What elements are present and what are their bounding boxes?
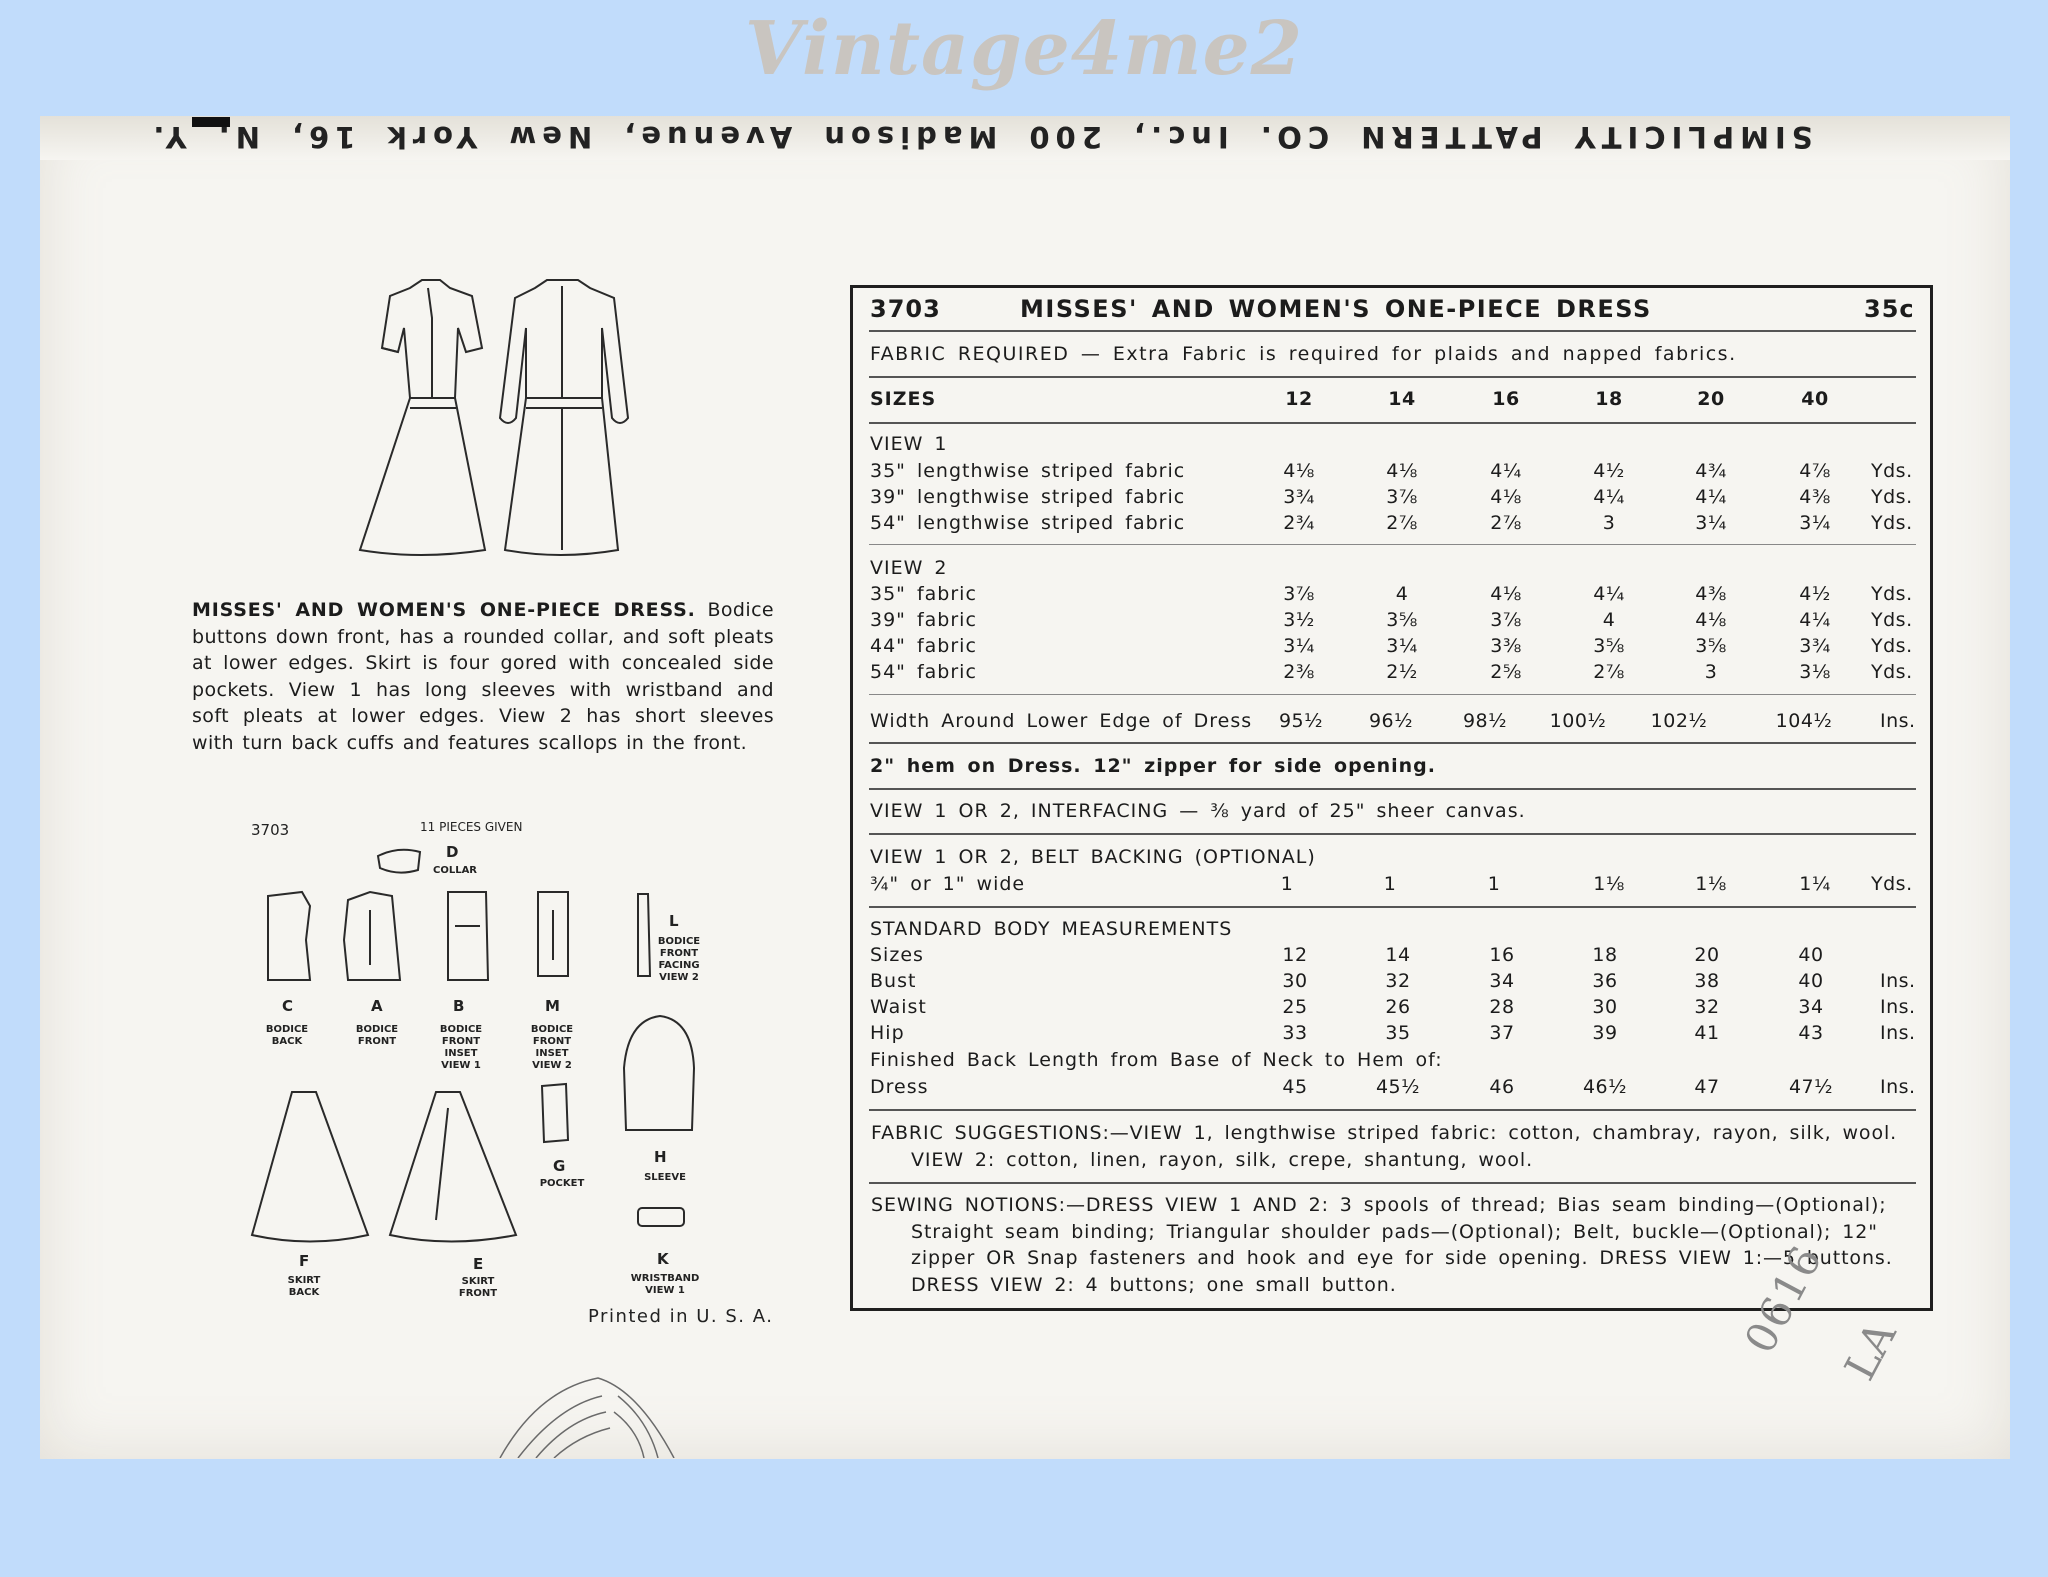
view1-value: 3 — [1602, 512, 1616, 534]
dress-value: 46½ — [1582, 1076, 1628, 1098]
width-value: 98½ — [1462, 710, 1508, 732]
divider — [869, 1109, 1916, 1111]
table-price: 35c — [1864, 295, 1915, 323]
measure-row-name: Waist — [870, 996, 927, 1018]
view2-value: 2⅜ — [1283, 661, 1315, 683]
piece-a-bodice-front — [344, 892, 400, 980]
dress-value: 45½ — [1375, 1076, 1421, 1098]
size-header: 20 — [1697, 388, 1725, 410]
view2-value: 3¾ — [1799, 635, 1831, 657]
piece-f-skirt-back — [252, 1092, 368, 1242]
measure-value: 30 — [1592, 996, 1618, 1018]
piece-letter-m: M — [545, 997, 560, 1015]
width-value: 95½ — [1278, 710, 1324, 732]
view2-value: 4¼ — [1593, 583, 1625, 605]
fabric-suggestions-line-2: VIEW 2: cotton, linen, rayon, silk, crepe, shantung, wool. — [911, 1148, 1534, 1171]
view1-value: 4⅛ — [1490, 486, 1522, 508]
width-value: 100½ — [1549, 710, 1607, 732]
view2-value: 3⅝ — [1386, 609, 1418, 631]
view1-value: 4½ — [1593, 460, 1625, 482]
view2-row-name: 39" fabric — [870, 609, 977, 631]
view2-value: 3¼ — [1283, 635, 1315, 657]
divider — [869, 788, 1916, 790]
watermark: Vintage4me2 — [744, 6, 1304, 92]
view1-row-name: 35" lengthwise striped fabric — [870, 460, 1186, 482]
divider — [869, 906, 1916, 908]
piece-c-bodice-back — [268, 892, 310, 980]
view1-value: 2⅞ — [1490, 512, 1522, 534]
view1-value: 3¼ — [1799, 512, 1831, 534]
piece-letter-g: G — [553, 1157, 566, 1175]
piece-label-l: BODICE FRONT FACING VIEW 2 — [657, 936, 701, 983]
unit-yds: Yds. — [1871, 635, 1913, 657]
measure-value: 41 — [1694, 1022, 1720, 1044]
view1-row-name: 39" lengthwise striped fabric — [870, 486, 1186, 508]
view2-value: 3⅛ — [1799, 661, 1831, 683]
belt-row-name: ¾" or 1" wide — [870, 873, 1026, 895]
publisher-line: SIMPLICITY PATTERN CO. Inc., 200 Madison Avenue, New York 16, N. Y. — [147, 120, 1813, 154]
unit-ins: Ins. — [1880, 1022, 1916, 1044]
piece-letter-l: L — [669, 912, 679, 930]
unit-yds: Yds. — [1871, 460, 1913, 482]
divider — [869, 544, 1916, 545]
divider — [869, 1182, 1916, 1184]
description-body: Bodice buttons down front, has a rounded collar, and soft pleats at lower edges. Skirt is four gored with concealed side pockets. View 1 has long sleeves with wristband and soft pleats at lower edges. View 2 has short sleeves with turn back cuffs and features scallops in the front. — [192, 599, 774, 754]
belt-label: VIEW 1 OR 2, BELT BACKING (OPTIONAL) — [870, 846, 1316, 868]
view1-value: 3¼ — [1695, 512, 1727, 534]
measure-value: 28 — [1489, 996, 1515, 1018]
size-header: 18 — [1595, 388, 1623, 410]
view1-value: 4⅛ — [1386, 460, 1418, 482]
view2-value: 3 — [1704, 661, 1718, 683]
description-title: MISSES' AND WOMEN'S ONE-PIECE DRESS. — [192, 599, 696, 621]
belt-value: 1⅛ — [1593, 873, 1625, 895]
measure-value: 18 — [1592, 944, 1618, 966]
piece-label-e: SKIRT FRONT — [458, 1276, 498, 1299]
piece-k-wristband — [638, 1208, 684, 1226]
dress-view-1-drawing — [500, 280, 628, 555]
measure-value: 12 — [1282, 944, 1308, 966]
dress-value: 47 — [1694, 1076, 1720, 1098]
table-title: MISSES' AND WOMEN'S ONE-PIECE DRESS — [1020, 295, 1652, 323]
piece-label-c: BODICE BACK — [265, 1024, 309, 1047]
measure-value: 34 — [1489, 970, 1515, 992]
size-header: 14 — [1388, 388, 1416, 410]
measure-value: 36 — [1592, 970, 1618, 992]
belt-value: 1 — [1487, 873, 1501, 895]
belt-value: 1 — [1280, 873, 1294, 895]
sewing-notions-line-3: zipper OR Snap fasteners and hook and eye for side opening. DRESS VIEW 1:—5 buttons. — [911, 1247, 1893, 1269]
view2-value: 3¼ — [1386, 635, 1418, 657]
view2-value: 2⅝ — [1490, 661, 1522, 683]
divider — [869, 694, 1916, 695]
view2-value: 3⅝ — [1593, 635, 1625, 657]
unit-ins: Ins. — [1880, 710, 1916, 732]
measure-value: 30 — [1282, 970, 1308, 992]
dress-value: 47½ — [1788, 1076, 1834, 1098]
view2-value: 4¼ — [1799, 609, 1831, 631]
belt-value: 1⅛ — [1695, 873, 1727, 895]
view2-value: 4⅜ — [1695, 583, 1727, 605]
measure-row-name: Sizes — [870, 944, 924, 966]
dress-value: 46 — [1489, 1076, 1515, 1098]
measure-value: 32 — [1385, 970, 1411, 992]
piece-label-k: WRISTBAND VIEW 1 — [630, 1273, 700, 1296]
view1-value: 3⅞ — [1386, 486, 1418, 508]
piece-e-skirt-front — [390, 1092, 516, 1242]
measure-value: 26 — [1385, 996, 1411, 1018]
view2-value: 2⅞ — [1593, 661, 1625, 683]
view1-value: 2¾ — [1283, 512, 1315, 534]
dress-illustrations — [340, 268, 640, 568]
divider — [869, 833, 1916, 835]
view2-value: 2½ — [1386, 661, 1418, 683]
sewing-notions-line-4: DRESS VIEW 2: 4 buttons; one small button. — [911, 1273, 1397, 1296]
measure-value: 37 — [1489, 1022, 1515, 1044]
view1-value: 4¾ — [1695, 460, 1727, 482]
view2-row-name: 35" fabric — [870, 583, 977, 605]
belt-value: 1 — [1383, 873, 1397, 895]
piece-letter-f: F — [299, 1252, 310, 1270]
measure-row-name: Bust — [870, 970, 917, 992]
piece-label-b: BODICE FRONT INSET VIEW 1 — [439, 1024, 483, 1071]
view2-value: 3⅜ — [1490, 635, 1522, 657]
unit-yds: Yds. — [1871, 661, 1913, 683]
view2-row-name: 54" fabric — [870, 661, 977, 683]
view2-value: 3⅞ — [1490, 609, 1522, 631]
piece-label-d: COLLAR — [432, 865, 478, 876]
belt-value: 1¼ — [1799, 873, 1831, 895]
piece-h-sleeve — [624, 1016, 694, 1130]
piece-b-bodice-inset-v1 — [448, 892, 488, 980]
divider — [869, 330, 1916, 332]
piece-letter-h: H — [654, 1148, 667, 1166]
view1-value: 4¼ — [1593, 486, 1625, 508]
unit-ins: Ins. — [1880, 1076, 1916, 1098]
piece-letter-c: C — [282, 997, 294, 1015]
view1-value: 4¼ — [1490, 460, 1522, 482]
piece-label-h: SLEEVE — [644, 1172, 686, 1183]
divider — [869, 742, 1916, 744]
fabric-suggestions — [871, 1120, 1921, 1173]
piece-label-m: BODICE FRONT INSET VIEW 2 — [530, 1024, 574, 1071]
hem-note: 2" hem on Dress. 12" zipper for side opening. — [870, 755, 1436, 777]
measurements-label: STANDARD BODY MEASUREMENTS — [870, 918, 1233, 940]
unit-yds: Yds. — [1871, 609, 1913, 631]
measure-value: 14 — [1385, 944, 1411, 966]
dress-row-name: Dress — [870, 1076, 929, 1098]
stripe-sketch — [498, 1370, 678, 1458]
view1-value: 4⅜ — [1799, 486, 1831, 508]
piece-letter-a: A — [371, 997, 383, 1015]
view1-value: 2⅞ — [1386, 512, 1418, 534]
piece-letter-e: E — [473, 1255, 484, 1273]
unit-ins: Ins. — [1880, 996, 1916, 1018]
view2-row-name: 44" fabric — [870, 635, 977, 657]
piece-d-collar — [378, 850, 420, 873]
piece-letter-d: D — [446, 843, 459, 861]
unit-ins: Ins. — [1880, 970, 1916, 992]
measure-value: 16 — [1489, 944, 1515, 966]
divider — [869, 422, 1916, 424]
view1-row-name: 54" lengthwise striped fabric — [870, 512, 1186, 534]
divider — [869, 376, 1916, 378]
width-value: 104½ — [1775, 710, 1833, 732]
sewing-notions-line-2: Straight seam binding; Triangular shoulder pads—(Optional); Belt, buckle—(Optional); 12" — [911, 1220, 1878, 1243]
view2-value: 4⅛ — [1490, 583, 1522, 605]
pattern-description — [192, 597, 774, 756]
back-length-label: Finished Back Length from Base of Neck to Hem of: — [870, 1049, 1443, 1071]
dress-value: 45 — [1282, 1076, 1308, 1098]
sewing-notions-line-1: SEWING NOTIONS:—DRESS VIEW 1 AND 2: 3 spools of thread; Bias seam binding—(Optional); — [871, 1194, 1887, 1216]
size-header: 16 — [1492, 388, 1520, 410]
view2-value: 4 — [1602, 609, 1616, 631]
width-value: 102½ — [1650, 710, 1708, 732]
width-row-name: Width Around Lower Edge of Dress — [870, 710, 1253, 732]
unit-yds: Yds. — [1871, 583, 1913, 605]
view2-value: 4 — [1395, 583, 1409, 605]
measure-value: 25 — [1282, 996, 1308, 1018]
pieces-count: 11 PIECES GIVEN — [420, 820, 523, 834]
measure-value: 35 — [1385, 1022, 1411, 1044]
measure-value: 33 — [1282, 1022, 1308, 1044]
unit-yds: Yds. — [1871, 873, 1913, 895]
measure-value: 43 — [1798, 1022, 1824, 1044]
measure-value: 38 — [1694, 970, 1720, 992]
size-header: 12 — [1285, 388, 1313, 410]
measure-value: 20 — [1694, 944, 1720, 966]
view2-value: 4⅛ — [1695, 609, 1727, 631]
view2-value: 3½ — [1283, 609, 1315, 631]
dress-view-2-drawing — [360, 280, 485, 555]
view2-label: VIEW 2 — [870, 557, 948, 579]
piece-g-pocket — [542, 1084, 568, 1142]
measure-value: 40 — [1798, 970, 1824, 992]
measure-row-name: Hip — [870, 1022, 905, 1044]
piece-l-front-facing — [638, 894, 650, 976]
interfacing-note: VIEW 1 OR 2, INTERFACING — ⅜ yard of 25" sheer canvas. — [870, 800, 1526, 822]
view1-value: 4⅛ — [1283, 460, 1315, 482]
piece-label-g: POCKET — [539, 1178, 585, 1189]
pencil-note: 0616 — [1735, 1236, 1833, 1362]
table-pattern-number: 3703 — [870, 295, 941, 323]
piece-letter-b: B — [453, 997, 465, 1015]
pieces-pattern-number: 3703 — [251, 821, 290, 839]
unit-yds: Yds. — [1871, 512, 1913, 534]
width-value: 96½ — [1368, 710, 1414, 732]
view1-value: 3¾ — [1283, 486, 1315, 508]
measure-value: 34 — [1798, 996, 1824, 1018]
pencil-note-2: LA — [1835, 1313, 1906, 1389]
view2-value: 4½ — [1799, 583, 1831, 605]
size-header: 40 — [1801, 388, 1829, 410]
measure-value: 32 — [1694, 996, 1720, 1018]
measure-value: 39 — [1592, 1022, 1618, 1044]
measure-value: 40 — [1798, 944, 1824, 966]
view2-value: 3⅝ — [1695, 635, 1727, 657]
piece-letter-k: K — [657, 1250, 669, 1268]
fabric-suggestions-line-1: FABRIC SUGGESTIONS:—VIEW 1, lengthwise striped fabric: cotton, chambray, rayon, silk, wool. — [871, 1122, 1898, 1144]
unit-yds: Yds. — [1871, 486, 1913, 508]
printed-in-usa: Printed in U. S. A. — [588, 1306, 774, 1327]
view2-value: 3⅞ — [1283, 583, 1315, 605]
sizes-header-label: SIZES — [870, 388, 937, 410]
piece-label-a: BODICE FRONT — [355, 1024, 399, 1047]
fabric-required-note: FABRIC REQUIRED — Extra Fabric is required for plaids and napped fabrics. — [870, 343, 1737, 365]
piece-label-f: SKIRT BACK — [287, 1275, 321, 1298]
view1-value: 4¼ — [1695, 486, 1727, 508]
view1-label: VIEW 1 — [870, 433, 948, 455]
view1-value: 4⅞ — [1799, 460, 1831, 482]
